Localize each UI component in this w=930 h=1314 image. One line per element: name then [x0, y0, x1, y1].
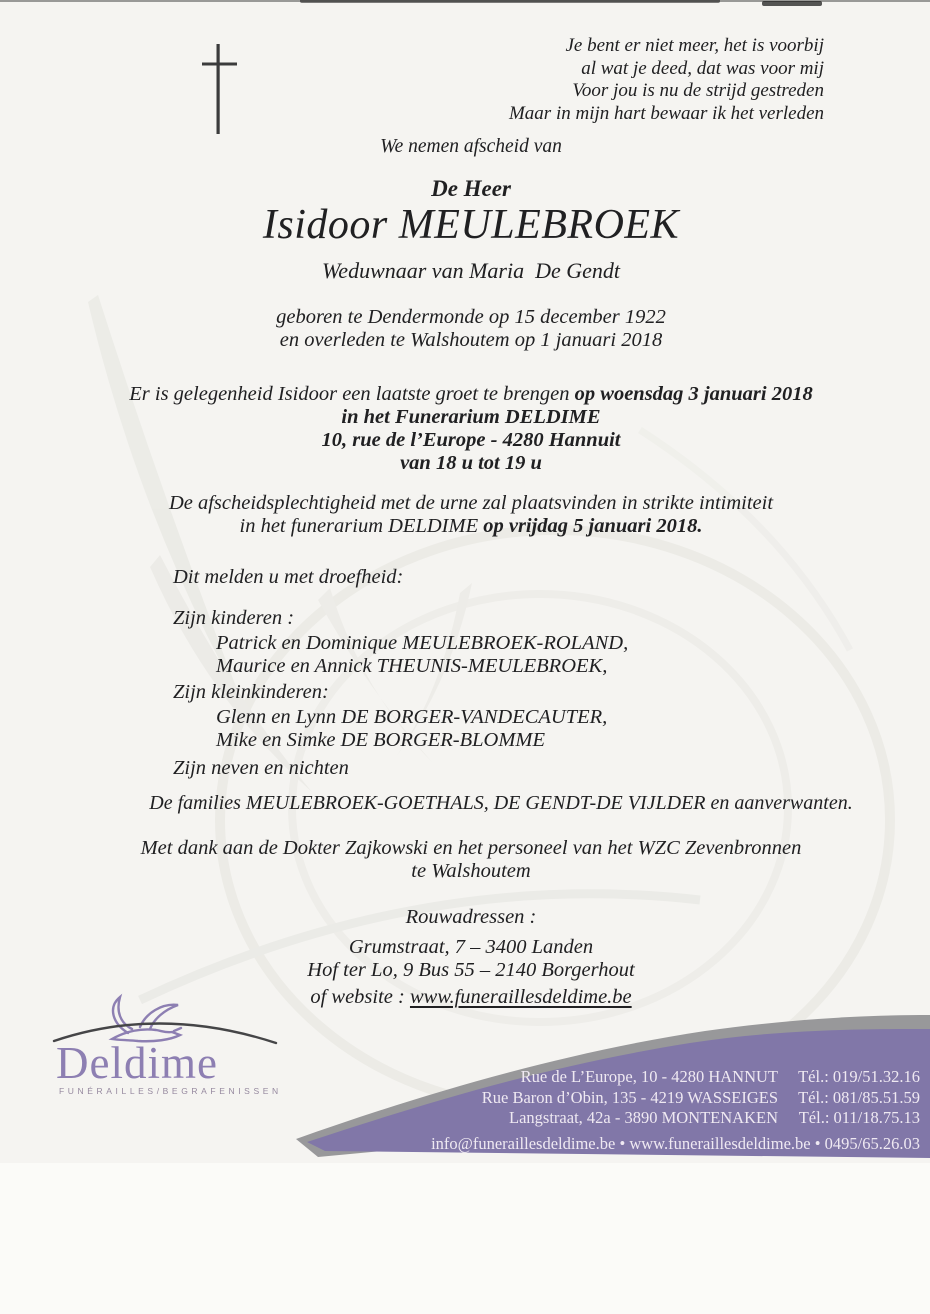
poem-line: Voor jou is nu de strijd gestreden: [572, 80, 824, 101]
deldime-logo: [50, 993, 300, 1096]
visitation-date: op woensdag 3 januari 2018: [574, 383, 813, 405]
grandchild-line: Mike en Simke DE BORGER-BLOMME: [216, 729, 546, 751]
honorific: De Heer: [431, 176, 511, 201]
ceremony-text: in het funerarium DELDIME: [239, 515, 484, 537]
location-phone: Tél.: 011/18.75.13: [798, 1108, 920, 1127]
location-phone: Tél.: 019/51.32.16: [798, 1067, 920, 1086]
thanks-block: [21, 837, 921, 883]
location-row: [482, 1067, 920, 1088]
mourning-title: Rouwadressen :: [405, 906, 537, 928]
poem-line: al wat je deed, dat was voor mij: [581, 57, 824, 79]
ceremony-details: [21, 492, 921, 538]
thanks-line: Met dank aan de Dokter Zajkowski en het personeel van het WZC Zevenbronnen: [140, 837, 802, 859]
footer-locations: [482, 1067, 920, 1129]
location-address: Langstraat, 42a - 3890 MONTENAKEN: [509, 1108, 778, 1127]
poem-line: Je bent er niet meer, het is voorbij: [565, 35, 824, 56]
visitation-hours: van 18 u tot 19 u: [400, 452, 542, 474]
ceremony-line: De afscheidsplechtigheid met de urne zal plaatsvinden in strikte intimiteit: [168, 492, 774, 514]
location-address: Rue de L’Europe, 10 - 4280 HANNUT: [520, 1067, 778, 1086]
farewell-intro: We nemen afscheid van: [380, 136, 562, 157]
relatives-label: Zijn neven en nichten: [173, 757, 349, 779]
scan-artifact-mark: [762, 1, 822, 6]
grandchildren-label: Zijn kleinkinderen:: [173, 681, 329, 703]
poem-line: Maar in mijn hart bewaar ik het verleden: [508, 102, 824, 124]
thanks-line: te Walshoutem: [411, 860, 531, 882]
visitation-text: Er is gelegenheid Isidoor een laatste groet te brengen: [129, 383, 575, 405]
mourning-address: Hof ter Lo, 9 Bus 55 – 2140 Borgerhout: [307, 959, 635, 981]
grandchild-line: Glenn en Lynn DE BORGER-VANDECAUTER,: [216, 706, 608, 728]
child-line: Patrick en Dominique MEULEBROEK-ROLAND,: [216, 632, 629, 654]
birth-line: geboren te Dendermonde op 15 december 1922: [276, 306, 666, 328]
location-address: Rue Baron d’Obin, 135 - 4219 WASSEIGES: [481, 1087, 778, 1107]
cross-icon: [200, 40, 240, 140]
memorial-poem: [509, 35, 824, 125]
scan-artifact-line: [300, 0, 720, 3]
funerarium-address: 10, rue de l’Europe - 4280 Hannuit: [321, 429, 621, 451]
deceased-name: Isidoor MEULEBROEK: [262, 202, 680, 248]
children-label: Zijn kinderen :: [173, 607, 295, 629]
child-line: Maurice en Annick THEUNIS-MEULEBROEK,: [216, 655, 608, 677]
location-row: [482, 1108, 920, 1129]
mourning-address: Grumstraat, 7 – 3400 Landen: [348, 936, 594, 958]
death-line: en overleden te Walshoutem op 1 januari 2018: [279, 329, 663, 351]
page-bottom-margin: [0, 1163, 930, 1314]
mourning-addresses: [21, 936, 921, 982]
website-link: www.funeraillesdeldime.be: [409, 986, 632, 1008]
brand-tagline: FUNÉRAILLES/BEGRAFENISSEN: [59, 1086, 282, 1096]
location-phone: Tél.: 081/85.51.59: [798, 1087, 920, 1107]
ceremony-line: [21, 515, 921, 538]
ceremony-date: op vrijdag 5 januari 2018.: [483, 515, 703, 537]
footer-contact-line: info@funeraillesdeldime.be • www.funeraillesdeldime.be • 0495/65.26.03: [431, 1134, 920, 1153]
visitation-details: [21, 383, 921, 475]
brand-name: Deldime: [56, 1038, 218, 1088]
life-dates: [21, 306, 921, 352]
funerarium-name: in het Funerarium DELDIME: [341, 406, 601, 428]
website-prefix: of website :: [310, 986, 410, 1008]
announcement-line: Dit melden u met droefheid:: [173, 566, 404, 588]
location-row: [482, 1088, 920, 1109]
families-line: De families MEULEBROEK-GOETHALS, DE GENDT-DE VIJLDER en aanverwanten.: [149, 792, 853, 814]
widower-line: Weduwnaar van Maria De Gendt: [322, 258, 620, 283]
visitation-line: [21, 383, 921, 406]
